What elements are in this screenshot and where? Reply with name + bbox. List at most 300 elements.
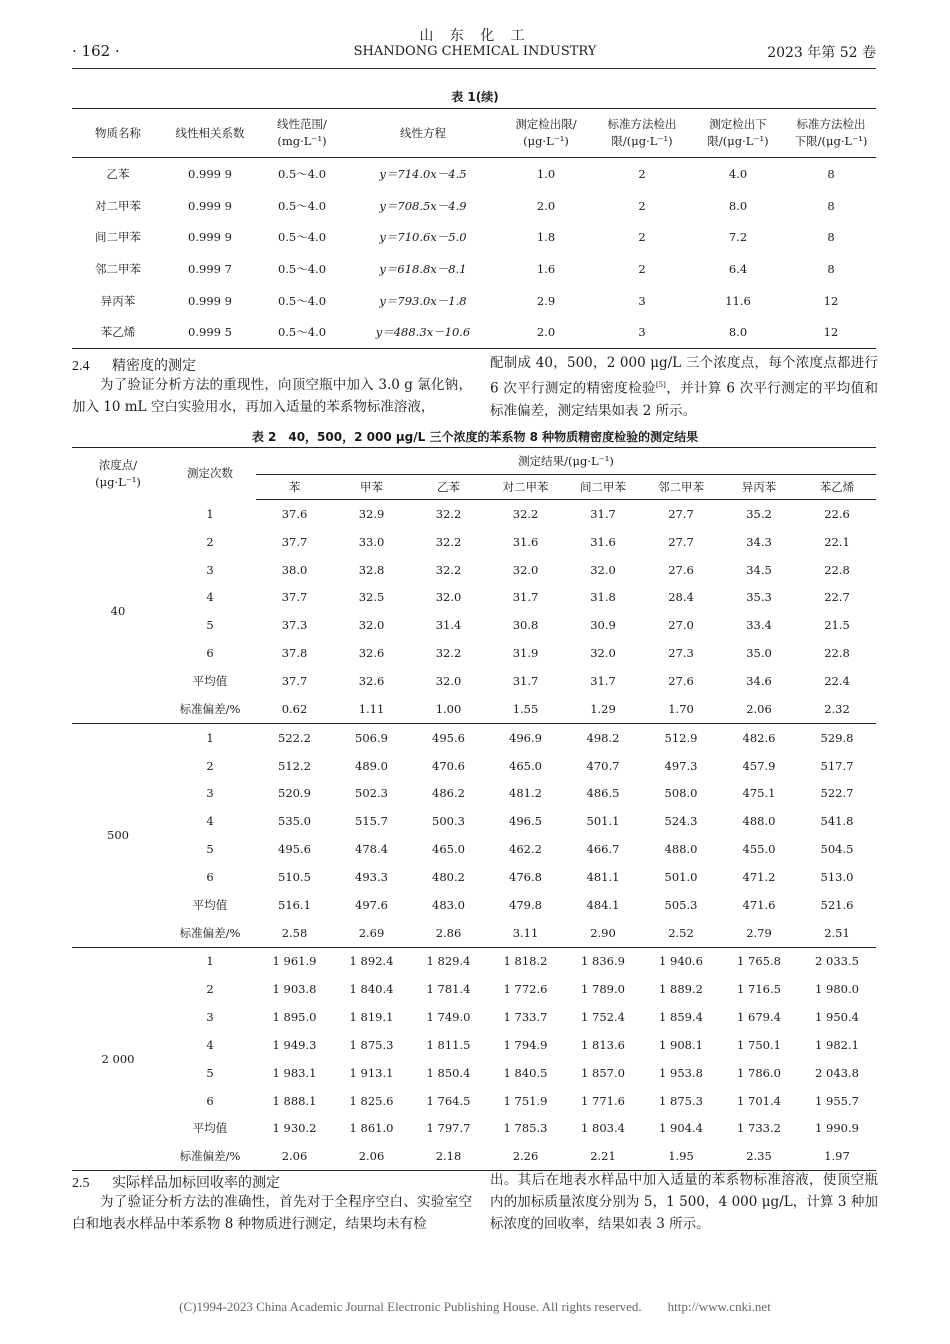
table-row <box>72 919 876 947</box>
measurement-label: 3 <box>206 1010 214 1025</box>
table-cell: 1 982.1 <box>815 1037 859 1052</box>
table-row <box>72 556 876 584</box>
table-cell: 0.5～4.0 <box>277 261 327 276</box>
table-cell: 2 <box>638 198 646 213</box>
table-cell: 488.0 <box>742 814 776 829</box>
section-2-4-heading: 2.4 精密度的测定 <box>72 358 196 374</box>
table-cell: 22.6 <box>824 506 850 521</box>
table-cell: 1 797.7 <box>426 1121 471 1136</box>
table-cell: 37.7 <box>281 590 308 605</box>
measurement-label: 5 <box>206 618 214 633</box>
table-cell: 32.2 <box>512 506 539 521</box>
concentration-cell: 2 000 <box>72 947 164 1171</box>
table-cell: 1 889.2 <box>659 982 703 997</box>
table-row <box>72 1087 876 1115</box>
table-cell: 2 043.8 <box>815 1065 859 1080</box>
table-cell: y＝793.0x－1.8 <box>379 293 467 308</box>
table-cell: 1 930.2 <box>272 1121 317 1136</box>
measurement-label: 1 <box>206 506 214 521</box>
table-cell: 1 980.0 <box>815 982 859 997</box>
table-cell: 1 875.3 <box>349 1037 394 1052</box>
table-cell: 8 <box>827 166 835 181</box>
table-cell: 502.3 <box>355 786 388 801</box>
concentration-cell: 40 <box>72 500 164 724</box>
table-cell: 22.8 <box>824 646 850 661</box>
table-cell: 28.4 <box>668 590 694 605</box>
table-cell: 31.7 <box>512 590 539 605</box>
table-cell: 0.5～4.0 <box>256 316 348 348</box>
measurement-label: 6 <box>206 1093 214 1108</box>
table-cell: 1 813.6 <box>581 1037 625 1052</box>
table-cell: 27.3 <box>668 646 694 661</box>
table-cell: 501.0 <box>664 869 698 884</box>
table-cell: 471.2 <box>742 869 776 884</box>
table-cell: y＝618.8x－8.1 <box>379 261 467 276</box>
table-cell: 480.2 <box>432 869 465 884</box>
table-cell: 1 990.9 <box>815 1121 859 1136</box>
measurement-label: 4 <box>206 590 214 605</box>
table-cell: 33.0 <box>358 534 385 549</box>
table-cell: 0.999 9 <box>188 230 232 245</box>
table-cell: 1 940.6 <box>659 954 703 969</box>
table-cell: 483.0 <box>432 897 465 912</box>
table-cell: 31.6 <box>512 534 539 549</box>
table-cell: 517.7 <box>820 758 854 773</box>
table-cell: 27.0 <box>668 618 694 633</box>
table-cell: 1 786.0 <box>737 1065 781 1080</box>
table-cell: 8 <box>827 198 835 213</box>
table-cell: 500.3 <box>432 814 465 829</box>
table-cell: 34.5 <box>746 562 772 577</box>
table-cell: 1 955.7 <box>815 1093 859 1108</box>
measurement-label: 1 <box>206 730 214 745</box>
measurement-label: 平均值 <box>192 673 228 688</box>
table-cell: 496.5 <box>509 814 542 829</box>
table-cell: 504.5 <box>820 842 854 857</box>
measurement-label: 2 <box>206 982 214 997</box>
table-row <box>72 190 876 222</box>
section-2-5-heading: 2.5 实际样品加标回收率的测定 <box>72 1175 280 1191</box>
table-cell: 524.3 <box>664 814 698 829</box>
table-cell: 1.00 <box>410 695 487 723</box>
table-row <box>72 584 876 612</box>
table-cell: 3.11 <box>487 919 564 947</box>
table-cell: 455.0 <box>742 842 776 857</box>
table-cell: 496.9 <box>509 730 542 745</box>
table-cell: 1 861.0 <box>349 1121 394 1136</box>
table-cell: 1 857.0 <box>581 1065 625 1080</box>
table-row <box>72 500 876 528</box>
table-cell: 465.0 <box>509 758 542 773</box>
measurement-label: 平均值 <box>192 1121 228 1136</box>
table-cell: 541.8 <box>820 814 854 829</box>
table-cell: 30.8 <box>512 618 539 633</box>
table-cell: 0.62 <box>256 695 333 723</box>
table-row <box>72 1059 876 1087</box>
table-cell: 邻二甲苯 <box>95 261 141 276</box>
table-cell: 479.8 <box>509 897 542 912</box>
col-header: 标准方法检出 限/(μg·L⁻¹) <box>594 109 690 158</box>
compound-header: 邻二甲苯 <box>642 475 720 500</box>
table-cell: 1.29 <box>564 695 642 723</box>
table2-header-row-1 <box>72 448 876 475</box>
compound-header: 甲苯 <box>333 475 410 500</box>
table-cell: 1 785.3 <box>503 1121 548 1136</box>
table-cell: 6.4 <box>728 261 748 276</box>
table-cell: 1 751.9 <box>503 1093 548 1108</box>
table-cell: 32.2 <box>435 646 462 661</box>
table-cell: 3 <box>594 316 690 348</box>
table-cell: 520.9 <box>278 786 311 801</box>
table-cell: 470.7 <box>586 758 620 773</box>
table-cell: 1 781.4 <box>426 982 471 997</box>
table-cell: 22.7 <box>824 590 850 605</box>
journal-name-en: SHANDONG CHEMICAL INDUSTRY <box>353 44 597 59</box>
table-cell: 1 716.5 <box>737 982 781 997</box>
table-cell: 506.9 <box>355 730 388 745</box>
table-cell: 1 840.5 <box>503 1065 548 1080</box>
table-cell: 33.4 <box>746 618 772 633</box>
col-header: 物质名称 <box>72 109 164 158</box>
measurement-label: 2 <box>206 534 214 549</box>
table-cell: 1 895.0 <box>272 1010 317 1025</box>
table-cell: 497.3 <box>664 758 698 773</box>
table-cell: 481.1 <box>586 869 620 884</box>
table-cell: 484.1 <box>586 897 620 912</box>
compound-header: 对二甲苯 <box>487 475 564 500</box>
table-cell: 1 701.4 <box>737 1093 781 1108</box>
table-row <box>72 639 876 667</box>
table-cell: 32.6 <box>358 646 385 661</box>
col-header: 线性相关系数 <box>164 109 256 158</box>
table-row <box>72 285 876 317</box>
table-cell: 1 949.3 <box>272 1037 317 1052</box>
table-cell: 501.1 <box>586 814 620 829</box>
table-cell: 21.5 <box>824 618 850 633</box>
table-cell: 37.7 <box>281 673 308 688</box>
table-cell: 31.8 <box>590 590 616 605</box>
measurement-label: 3 <box>206 786 214 801</box>
table-row <box>72 667 876 695</box>
table-cell: 3 <box>638 293 646 308</box>
table-cell: 35.0 <box>746 646 772 661</box>
table-cell: 497.6 <box>355 897 388 912</box>
table-row <box>72 1142 876 1170</box>
table-cell: 32.2 <box>435 562 462 577</box>
table-cell: 2.26 <box>487 1142 564 1170</box>
table-row <box>72 723 876 751</box>
table-cell: 1 888.1 <box>272 1093 317 1108</box>
table-cell: 2.0 <box>536 198 556 213</box>
table-cell: 31.4 <box>435 618 462 633</box>
table-cell: 1 772.6 <box>503 982 548 997</box>
table-cell: 1 836.9 <box>581 954 625 969</box>
table-cell: 12 <box>823 293 839 308</box>
table-row <box>72 779 876 807</box>
table-cell: 1 750.1 <box>737 1037 781 1052</box>
table-cell: 32.8 <box>358 562 385 577</box>
table-cell: 32.0 <box>435 673 462 688</box>
table-cell: 32.0 <box>358 618 385 633</box>
table1-header-row <box>72 109 876 158</box>
table-cell: 34.6 <box>746 673 772 688</box>
table-cell: 1.97 <box>798 1142 876 1170</box>
table-cell: y＝488.3x－10.6 <box>348 316 498 348</box>
table-cell: 2.0 <box>498 316 594 348</box>
table-cell: 2.69 <box>333 919 410 947</box>
table-cell: 478.4 <box>355 842 388 857</box>
table-cell: 间二甲苯 <box>95 230 141 245</box>
table-cell: 466.7 <box>586 842 620 857</box>
table-cell: 27.6 <box>668 673 694 688</box>
compound-header: 苯 <box>256 475 333 500</box>
measurement-label: 平均值 <box>192 897 228 912</box>
compound-header: 异丙苯 <box>720 475 798 500</box>
table-row <box>72 863 876 891</box>
page-number: · 162 · <box>72 42 120 60</box>
table-cell: 486.5 <box>586 786 620 801</box>
table-cell: 27.7 <box>668 534 694 549</box>
table-cell: 1 913.1 <box>349 1065 394 1080</box>
table-cell: 1 825.6 <box>349 1093 394 1108</box>
times-header: 测定次数 <box>164 448 256 500</box>
table-cell: 38.0 <box>281 562 308 577</box>
table-cell: 521.6 <box>820 897 854 912</box>
table-cell: 1 829.4 <box>426 954 471 969</box>
table-cell: 0.999 7 <box>188 261 232 276</box>
col-header: 线性方程 <box>348 109 498 158</box>
table-cell: 2 <box>638 166 646 181</box>
table-cell: 31.6 <box>590 534 616 549</box>
table-cell: 1 679.4 <box>737 1010 781 1025</box>
table-cell: 2.06 <box>333 1142 410 1170</box>
table-cell: 2.06 <box>256 1142 333 1170</box>
table-cell: 481.2 <box>509 786 542 801</box>
conc-header: 浓度点/ (μg·L⁻¹) <box>72 448 164 500</box>
table-cell: 522.2 <box>278 730 311 745</box>
table-cell: 1.0 <box>536 166 556 181</box>
table-cell: y＝714.0x－4.5 <box>379 166 467 181</box>
result-header: 测定结果/(μg·L⁻¹) <box>256 448 876 475</box>
table-row <box>72 1115 876 1143</box>
measurement-label: 标准偏差/% <box>164 1142 256 1170</box>
table-cell: 0.5～4.0 <box>277 293 327 308</box>
table-cell: 495.6 <box>432 730 465 745</box>
table-cell: 1 803.4 <box>581 1121 625 1136</box>
table-cell: 1 859.4 <box>659 1010 703 1025</box>
table-cell: 37.8 <box>281 646 308 661</box>
table-cell: 505.3 <box>664 897 698 912</box>
table-cell: 0.999 9 <box>188 166 232 181</box>
table-cell: 495.6 <box>278 842 311 857</box>
table-cell: 1 875.3 <box>659 1093 703 1108</box>
table-cell: 1.11 <box>333 695 410 723</box>
col-header: 线性范围/ (mg·L⁻¹) <box>256 109 348 158</box>
table-cell: 465.0 <box>432 842 465 857</box>
table-cell: 32.5 <box>358 590 385 605</box>
table-cell: 1.55 <box>487 695 564 723</box>
table-cell: 2.35 <box>720 1142 798 1170</box>
compound-header: 苯乙烯 <box>798 475 876 500</box>
measurement-label: 5 <box>206 842 214 857</box>
table-cell: 0.999 9 <box>188 198 232 213</box>
table-cell: 对二甲苯 <box>95 198 141 213</box>
table-cell: 508.0 <box>664 786 698 801</box>
table-cell: 34.3 <box>746 534 772 549</box>
table-cell: 515.7 <box>355 814 388 829</box>
table-row <box>72 807 876 835</box>
table-cell: 1.70 <box>642 695 720 723</box>
table2-caption: 表 2 40，500，2 000 μg/L 三个浓度的苯系物 8 种物质精密度检验的测定结果 <box>251 430 699 444</box>
measurement-label: 标准偏差/% <box>164 695 256 723</box>
table-row <box>72 695 876 723</box>
table-cell: 37.6 <box>281 506 308 521</box>
table2 <box>72 447 876 1171</box>
table-cell: 510.5 <box>278 869 311 884</box>
table-cell: 30.9 <box>590 618 616 633</box>
issue-info: 2023 年第 52 卷 <box>767 45 876 61</box>
table-cell: 1 961.9 <box>272 954 317 969</box>
measurement-label: 6 <box>206 646 214 661</box>
table-cell: 1 764.5 <box>426 1093 471 1108</box>
table-cell: 11.6 <box>725 293 751 308</box>
table1 <box>72 108 876 349</box>
table-cell: 1 904.4 <box>659 1121 703 1136</box>
table-cell: y＝710.6x－5.0 <box>379 230 467 245</box>
measurement-label: 3 <box>206 562 214 577</box>
table-cell: 8.0 <box>728 198 748 213</box>
section-2-5-right-text: 出。其后在地表水样品中加入适量的苯系物标准溶液，使顶空瓶内的加标质量浓度分别为 5，1 500，4 000 μg/L，计算 3 种加标浓度的回收率，结果如表 3 所示。 <box>490 1172 878 1232</box>
table-cell: 2 033.5 <box>815 954 859 969</box>
table-cell: 2.51 <box>798 919 876 947</box>
table-cell: 32.0 <box>590 646 616 661</box>
table-cell: 31.7 <box>590 506 616 521</box>
measurement-label: 4 <box>206 814 214 829</box>
table-cell: 488.0 <box>664 842 698 857</box>
table-row <box>72 891 876 919</box>
table-cell: 498.2 <box>586 730 620 745</box>
table-cell: 1 771.6 <box>581 1093 625 1108</box>
journal-name-cn: 山 东 化 工 <box>419 28 531 44</box>
table-cell: 471.6 <box>742 897 776 912</box>
table-cell: 32.2 <box>435 506 462 521</box>
table-cell: 0.999 9 <box>188 293 232 308</box>
table-cell: 0.5～4.0 <box>277 198 327 213</box>
table-cell: 乙苯 <box>106 166 130 181</box>
table-cell: 535.0 <box>278 814 311 829</box>
table-cell: 4.0 <box>728 166 748 181</box>
table-cell: 32.0 <box>435 590 462 605</box>
table-cell: 1.8 <box>536 230 556 245</box>
table-cell: 32.2 <box>435 534 462 549</box>
table-cell: 493.3 <box>355 869 388 884</box>
table-cell: 1 752.4 <box>581 1010 625 1025</box>
table-cell: 32.0 <box>512 562 539 577</box>
table-cell: 1 818.2 <box>503 954 548 969</box>
table-cell: 22.4 <box>824 673 850 688</box>
compound-header: 间二甲苯 <box>564 475 642 500</box>
table-cell: 2.90 <box>564 919 642 947</box>
table-cell: 457.9 <box>742 758 776 773</box>
table-cell: 37.7 <box>281 534 308 549</box>
table-cell: 2 <box>638 261 646 276</box>
table-cell: 35.2 <box>746 506 772 521</box>
table-cell: 516.1 <box>278 897 311 912</box>
table-cell: 1.6 <box>536 261 556 276</box>
measurement-label: 6 <box>206 869 214 884</box>
table-cell: 0.999 5 <box>164 316 256 348</box>
section-2-5-left-text: 为了验证分析方法的准确性，首先对于全程序空白、实验室空白和地表水样品中苯系物 8 种物质进行测定，结果均未有检 <box>72 1194 472 1232</box>
table-row <box>72 975 876 1003</box>
table-row <box>72 316 876 348</box>
concentration-cell: 500 <box>72 723 164 947</box>
header-rule <box>72 68 876 69</box>
table-cell: 2.58 <box>256 919 333 947</box>
table-cell: 1 733.7 <box>503 1010 548 1025</box>
table-cell: 8 <box>827 230 835 245</box>
table-cell: 异丙苯 <box>100 293 136 308</box>
table-cell: 8 <box>827 261 835 276</box>
table-row <box>72 253 876 285</box>
table-cell: 1 765.8 <box>737 954 781 969</box>
table-cell: 0.5～4.0 <box>277 230 327 245</box>
table-row <box>72 752 876 780</box>
table-cell: 522.7 <box>820 786 854 801</box>
table-cell: 2.9 <box>536 293 556 308</box>
table-cell: 2.18 <box>410 1142 487 1170</box>
measurement-label: 5 <box>206 1065 214 1080</box>
table-cell: 32.0 <box>590 562 616 577</box>
table-cell: 2.86 <box>410 919 487 947</box>
table-cell: 529.8 <box>820 730 854 745</box>
table-cell: 1 749.0 <box>426 1010 471 1025</box>
table-cell: 2 <box>638 230 646 245</box>
table-row <box>72 158 876 190</box>
table-cell: 32.9 <box>358 506 385 521</box>
table-cell: 27.6 <box>668 562 694 577</box>
copyright-footer: (C)1994-2023 China Academic Journal Electronic Publishing House. All rights reserved. http://www.cnki.net <box>179 1299 771 1314</box>
table-cell: 31.9 <box>512 646 539 661</box>
table-cell: 31.7 <box>590 673 616 688</box>
table-cell: 31.7 <box>512 673 539 688</box>
table-cell: 2.79 <box>720 919 798 947</box>
table-cell: 1 983.1 <box>272 1065 317 1080</box>
col-header: 测定检出下 限/(μg·L⁻¹) <box>690 109 786 158</box>
section-2-4-left-text: 为了验证分析方法的重现性，向顶空瓶中加入 3.0 g 氯化钠，加入 10 mL 空白实验用水，再加入适量的苯系物标准溶液， <box>72 377 472 415</box>
table-row <box>72 528 876 556</box>
table-cell: 1 789.0 <box>581 982 625 997</box>
table-row <box>72 1003 876 1031</box>
table-cell: 1 733.2 <box>737 1121 781 1136</box>
table-row <box>72 611 876 639</box>
table-cell: 苯乙烯 <box>72 316 164 348</box>
table-cell: 37.3 <box>281 618 308 633</box>
table-cell: 1.95 <box>642 1142 720 1170</box>
table-cell: 1 819.1 <box>349 1010 394 1025</box>
table-row <box>72 835 876 863</box>
measurement-label: 标准偏差/% <box>164 919 256 947</box>
table-cell: 2.21 <box>564 1142 642 1170</box>
table-cell: 22.8 <box>824 562 850 577</box>
table-cell: 482.6 <box>742 730 776 745</box>
table-cell: 12 <box>786 316 876 348</box>
table-cell: 1 903.8 <box>272 982 317 997</box>
table-cell: 1 892.4 <box>349 954 394 969</box>
table-cell: 1 850.4 <box>426 1065 471 1080</box>
table-cell: y＝708.5x－4.9 <box>379 198 467 213</box>
col-header: 标准方法检出 下限/(μg·L⁻¹) <box>786 109 876 158</box>
table-cell: 22.1 <box>824 534 850 549</box>
